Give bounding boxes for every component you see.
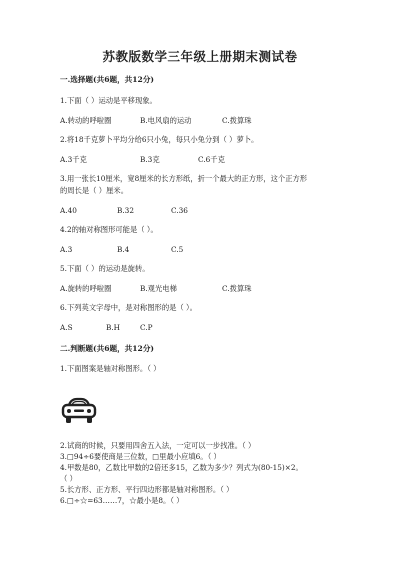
section-heading-judge: 二.判断题(共6题，共12分) bbox=[60, 344, 155, 353]
option-a: A.S bbox=[60, 323, 73, 332]
judge-5: 5.长方形、正方形、平行四边形都是轴对称图形。（ ） bbox=[60, 485, 234, 494]
car-icon bbox=[60, 396, 98, 430]
option-a: A.转动的呼啦圈 bbox=[60, 116, 112, 125]
option-a: A.3 bbox=[60, 245, 73, 254]
option-c: C.36 bbox=[171, 206, 188, 215]
judge-1: 1.下面图案是轴对称图形。（ ） bbox=[60, 364, 161, 373]
option-c: C.5 bbox=[171, 245, 184, 254]
option-b: B.4 bbox=[117, 245, 130, 254]
question-6: 6.下列英文字母中，是对称图形的是（ ）。 bbox=[60, 303, 197, 312]
option-c: C.P bbox=[140, 323, 153, 332]
question-1: 1.下面（ ）运动是平移现象。 bbox=[60, 96, 157, 105]
question-4: 4.2的轴对称图形可能是（ ）。 bbox=[60, 225, 158, 234]
judge-6: 6.□÷☆=63……7，☆最小是8。（ ） bbox=[60, 496, 184, 505]
judge-4: 4.甲数是80，乙数比甲数的2倍还多15，乙数为多少？列式为(80-15)×2。 bbox=[60, 463, 303, 472]
option-c: C.拨算珠 bbox=[222, 116, 252, 125]
judge-2: 2.试商的时候，只要用四舍五入法，一定可以一步找准。（ ） bbox=[60, 441, 256, 450]
option-b: B.32 bbox=[117, 206, 134, 215]
option-a: A.40 bbox=[60, 206, 77, 215]
question-3-line-1: 3.用一张长10厘米，宽8厘米的长方形纸，折一个最大的正方形，这个正方形 bbox=[60, 174, 308, 183]
option-b: B.H bbox=[106, 323, 121, 332]
option-b: B.3克 bbox=[140, 155, 160, 164]
option-b: B.电风扇的运动 bbox=[140, 116, 192, 125]
option-c: C.拨算珠 bbox=[222, 284, 252, 293]
option-b: B.观光电梯 bbox=[140, 284, 177, 293]
page-title: 苏教版数学三年级上册期末测试卷 bbox=[102, 49, 298, 64]
judge-4-answer: （ ） bbox=[60, 474, 77, 483]
option-c: C.6千克 bbox=[198, 155, 225, 164]
section-heading-choice: 一.选择题(共6题，共12分) bbox=[60, 75, 155, 84]
option-a: A.旋转的呼啦圈 bbox=[60, 284, 112, 293]
question-5: 5.下面（ ）的运动是旋转。 bbox=[60, 264, 150, 273]
question-2: 2.将18千克萝卜平均分给6只小兔，每只小兔分到（ ）萝卜。 bbox=[60, 135, 259, 144]
option-a: A.3千克 bbox=[60, 155, 87, 164]
judge-3: 3.□94÷6要使商是三位数，□里最小应填6。（ ） bbox=[60, 452, 221, 461]
question-3-line-2: 的周长是（ ）厘米。 bbox=[60, 186, 128, 195]
